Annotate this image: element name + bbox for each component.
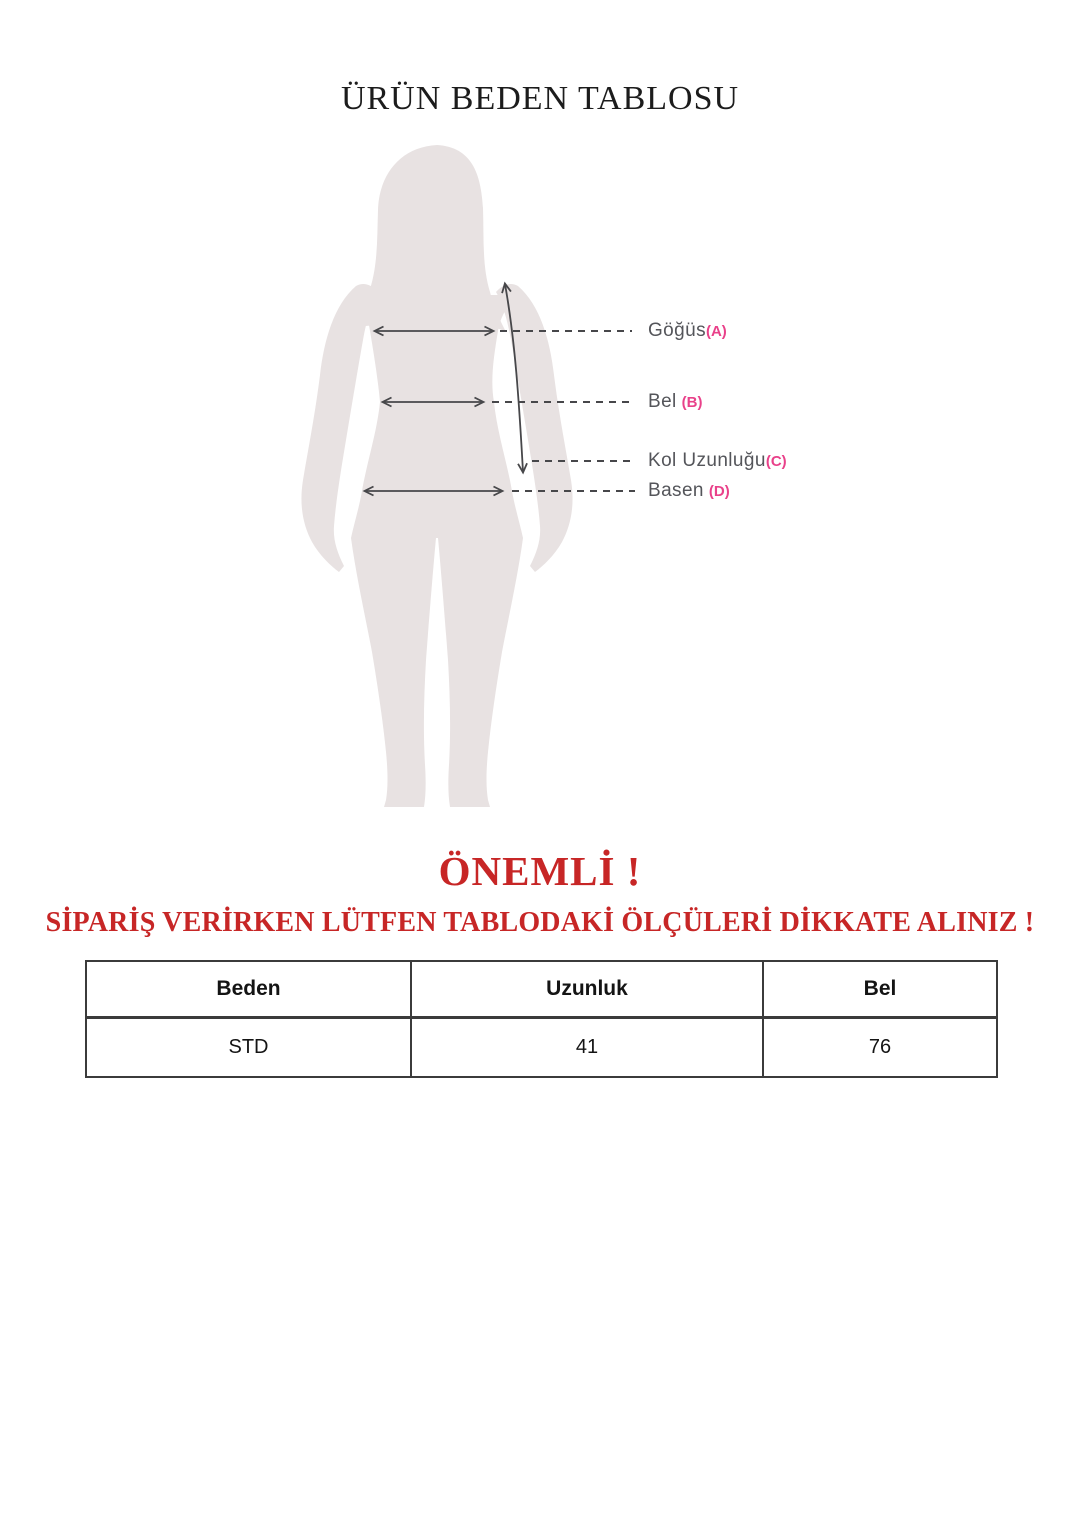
measurement-label-chest bbox=[648, 320, 727, 343]
size-table-header-row bbox=[86, 961, 997, 1018]
measurement-label-hip-text: Basen bbox=[648, 480, 704, 501]
left-leg-shape bbox=[351, 538, 436, 807]
measurement-label-hip bbox=[648, 480, 730, 503]
female-body-silhouette bbox=[301, 145, 572, 807]
table-header-beden: Beden bbox=[86, 961, 411, 1018]
important-heading: ÖNEMLİ ! bbox=[438, 848, 642, 894]
measurement-code-d: (D) bbox=[708, 483, 730, 500]
measurement-label-arm-length-text: Kol Uzunluğu bbox=[648, 450, 766, 471]
measurement-label-arm-length bbox=[648, 450, 787, 473]
head-shape bbox=[398, 150, 472, 260]
size-table-data-row bbox=[86, 1018, 997, 1078]
right-leg-shape bbox=[438, 538, 523, 807]
measurement-code-b: (B) bbox=[681, 394, 703, 411]
table-cell-bel: 76 bbox=[763, 1018, 997, 1078]
table-cell-uzunluk: 41 bbox=[411, 1018, 763, 1078]
table-header-bel: Bel bbox=[763, 961, 997, 1018]
page-title: ÜRÜN BEDEN TABLOSU bbox=[340, 80, 740, 117]
size-table bbox=[85, 960, 998, 1078]
measurement-code-c: (C) bbox=[765, 453, 787, 470]
order-warning-text: SİPARİŞ VERİRKEN LÜTFEN TABLODAKİ ÖLÇÜLERİ DİKKATE ALINIZ ! bbox=[45, 907, 1035, 938]
measurement-label-waist-text: Bel bbox=[648, 391, 677, 412]
table-header-uzunluk: Uzunluk bbox=[411, 961, 763, 1018]
measurement-label-waist bbox=[648, 391, 703, 414]
table-cell-beden: STD bbox=[86, 1018, 411, 1078]
measurement-label-chest-text: Göğüs bbox=[648, 320, 706, 341]
measurement-code-a: (A) bbox=[705, 323, 727, 340]
